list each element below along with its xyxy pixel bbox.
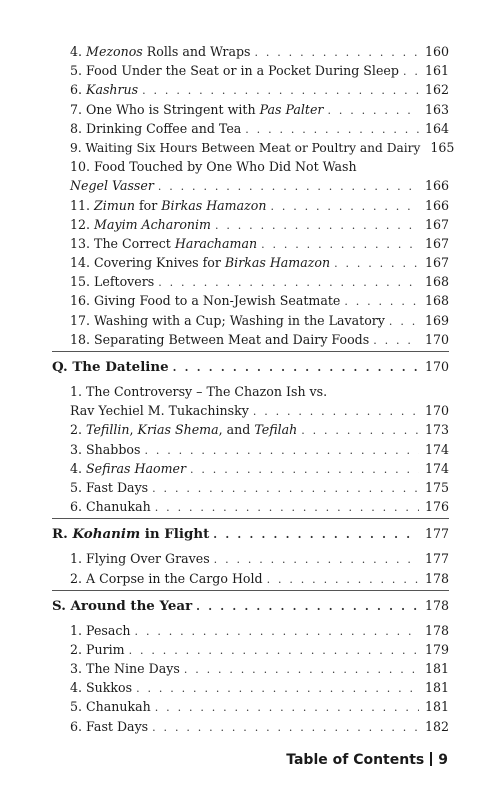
page-number: 165 [430,139,455,155]
dot-leader [245,120,419,139]
dot-leader [301,421,419,440]
section-r-entries [52,549,449,587]
toc-entry[interactable]: 17. Washing with a Cup; Washing in the Lavatory . . . 169 [52,311,449,330]
toc-entry[interactable]: 15. Leftovers . . . 168 [52,272,449,291]
toc-entry[interactable]: 6. Chanukah . . . 176 [52,497,449,516]
page-number: 164 [424,120,449,136]
page-number: 170 [424,331,449,347]
dot-leader [155,498,419,517]
toc-entry[interactable]: 5. Chanukah . . . 181 [52,697,449,716]
toc-entry[interactable]: 3. Shabbos . . . 174 [52,440,449,459]
page-number: 179 [424,641,449,657]
toc-entry[interactable]: 5. Food Under the Seat or in a Pocket During Sleep . . . 161 [52,61,449,80]
page-number: 168 [424,293,449,309]
page-number: 166 [424,197,449,213]
section-s-heading [52,590,449,617]
footer-divider [430,752,432,766]
toc-entry-line1[interactable]: 1. The Controversy – The Chazon Ish vs. [70,384,328,399]
dot-leader [135,622,419,641]
toc-entry[interactable]: 1. Pesach . . . 178 [52,621,449,640]
section-r-heading [52,518,449,545]
dot-leader [158,177,419,196]
dot-leader [373,331,419,350]
page-number: 177 [424,551,449,567]
toc-entry[interactable]: 8. Drinking Coffee and Tea . . . 164 [52,119,449,138]
section-s-entries [52,621,449,736]
section-title[interactable]: S. Around the Year . . . 178 [52,595,449,617]
dot-leader [389,312,419,331]
table-of-contents [52,42,455,736]
page-number: 168 [424,274,449,290]
page-number: 173 [424,422,449,438]
folio-number: 9 [438,752,448,768]
entries-group-1 [52,42,455,349]
dot-leader [327,101,419,120]
page-number: 174 [424,460,449,476]
toc-entry[interactable]: 14. Covering Knives for Birkas Hamazon . . . 167 [52,253,449,272]
page-number: 181 [424,699,449,715]
page-number: 178 [424,622,449,638]
dot-leader [344,292,419,311]
toc-entry-line2[interactable]: Negel Vasser . . . 166 [52,176,449,195]
page-number: 178 [424,570,449,586]
toc-entry[interactable]: 2. Purim . . . 179 [52,640,449,659]
page-number: 182 [424,718,449,734]
section-title[interactable]: R. Kohanim in Flight . . . 177 [52,523,449,545]
dot-leader [173,357,419,379]
toc-entry[interactable]: 16. Giving Food to a Non-Jewish Seatmate . . . 168 [52,291,449,310]
page-number: 174 [424,441,449,457]
section-title[interactable]: Q. The Dateline . . . 170 [52,356,449,378]
dot-leader [158,273,419,292]
section-q-heading [52,351,449,378]
toc-entry[interactable]: 2. A Corpse in the Cargo Hold . . . 178 [52,569,449,588]
dot-leader [334,254,419,273]
page-number: 177 [424,526,449,542]
dot-leader [253,402,419,421]
page-number: 178 [424,597,449,613]
page-number: 167 [424,216,449,232]
dot-leader [213,524,419,546]
toc-entry[interactable]: 3. The Nine Days . . . 181 [52,659,449,678]
page-number: 170 [424,403,449,419]
dot-leader [214,550,419,569]
dot-leader [255,43,420,62]
toc-entry[interactable]: 7. One Who is Stringent with Pas Palter . . . 163 [52,100,449,119]
dot-leader [136,679,419,698]
toc-entry[interactable]: 12. Mayim Acharonim . . . 167 [52,215,449,234]
toc-entry[interactable]: 5. Fast Days . . . 175 [52,478,449,497]
dot-leader [190,460,419,479]
page-footer [286,752,448,768]
page-number: 161 [424,63,449,79]
toc-entry[interactable]: 18. Separating Between Meat and Dairy Foods . . . 170 [52,330,449,349]
toc-entry[interactable]: 4. Sefiras Haomer . . . 174 [52,459,449,478]
page-number: 170 [424,359,449,374]
toc-entry[interactable]: 11. Zimun for Birkas Hamazon . . . 166 [52,196,449,215]
page-number: 169 [424,312,449,328]
dot-leader [129,641,419,660]
dot-leader [215,216,419,235]
toc-entry[interactable]: 4. Mezonos Rolls and Wraps . . . 160 [52,42,449,61]
page-number: 162 [424,82,449,98]
dot-leader [144,441,419,460]
toc-entry-line2[interactable]: Rav Yechiel M. Tukachinsky . . . 170 [52,401,449,420]
page-number: 181 [424,680,449,696]
dot-leader [152,479,419,498]
page-number: 167 [424,235,449,251]
dot-leader [196,596,419,618]
dot-leader [270,197,419,216]
page-number: 181 [424,661,449,677]
toc-entry[interactable]: 4. Sukkos . . . 181 [52,678,449,697]
dot-leader [403,62,419,81]
dot-leader [155,698,419,717]
page-number: 163 [424,101,449,117]
toc-entry[interactable]: 6. Kashrus . . . 162 [52,80,449,99]
dot-leader [261,235,419,254]
page-number: 160 [424,44,449,59]
page-number: 167 [424,255,449,271]
page-number: 176 [424,499,449,515]
dot-leader [267,570,419,589]
dot-leader [152,718,419,737]
page-number: 166 [424,178,449,194]
running-head: Table of Contents [286,752,425,768]
toc-entry[interactable]: 13. The Correct Harachaman . . . 167 [52,234,449,253]
toc-entry[interactable]: 1. Flying Over Graves . . . 177 [52,549,449,568]
toc-entry-line1[interactable]: 10. Food Touched by One Who Did Not Wash [70,159,357,175]
toc-entry[interactable]: 9. Waiting Six Hours Between Meat or Poultry and Dairy 165 [52,138,449,157]
toc-entry[interactable]: 2. Tefillin, Krias Shema, and Tefilah . . . 173 [52,420,449,439]
page-number: 175 [424,479,449,495]
section-q-entries [52,382,449,516]
toc-entry[interactable]: 6. Fast Days . . . 182 [52,717,449,736]
dot-leader [184,660,419,679]
dot-leader [142,81,419,100]
